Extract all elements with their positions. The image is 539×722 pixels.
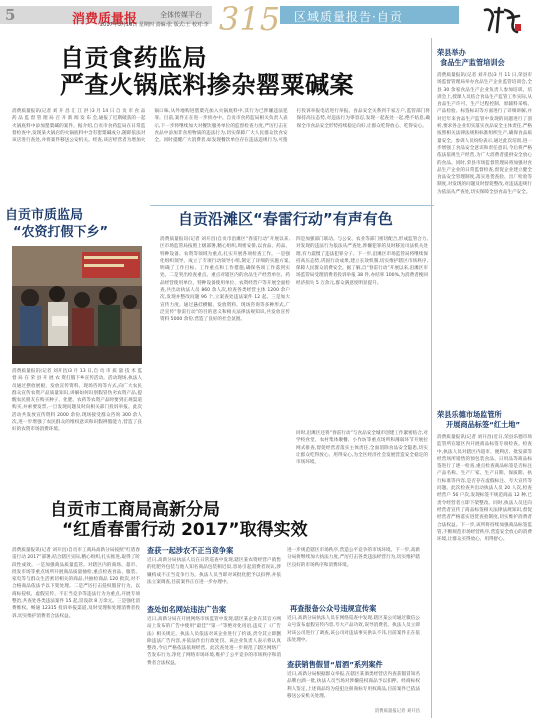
banner-315-text: 315 xyxy=(219,0,281,34)
small-article-3-body: 近日,高新分局执法人员在网络巡查中发现,辖区某公司通过微信公众号发布虚假宣传内容,夸大产品功效,误导消费者。执法人员立即对该公司进行了调查,该公司对违法事实供认不讳,目前案件正在依法处理中。 xyxy=(287,616,420,643)
page-number: 5 xyxy=(5,6,17,24)
main-article-body: 消费质量报讯(记者 刘 开 昌 汇 江 洪 )3 月 14 日 自 贡 市 食 品 药 品 监 督 管 理 局 召 开 新 闻 发 布 会,通报了近期破获的一起火锅底料中添加罂粟碱的案件。据介绍,自贡市食药监局在日常监督检查中,发现某火锅店的火锅底料中含有罂粟碱成分,随即依法对该店进行查处,并将案件移送公安机关。经查,该店经营者为增加火锅口味,从外地购进罂粟壳加入火锅底料中,其行为已涉嫌违法犯罪。目前,案件正在进一步侦办中。自贡市食药监局相关负责人表示,下一步将继续加大对餐饮服务单位的监督检查力度,严厉打击在食品中添加非食用物质的违法行为,切实保障广大人民群众饮食安全。同时提醒广大消费者,如发现餐饮单位存在违法违规行为,可拨打投诉举报电话进行举报。食品安全关系到千家万户,监管部门将保持高压态势,对违法行为零容忍,发现一起查处一起,绝不姑息,确保全市食品安全形势持续稳定向好,让群众吃得放心、吃得安心。 xyxy=(12,109,430,144)
small-article-2-body: 近日,高新分局在开展网络市场监管中发现,辖区某企业在其官方网站上发布的广告中使用“最佳”“第一”等绝对化用语,违反了《广告法》相关规定。执法人员依法对该企业进行了约谈,责令其立即删除违法广告内容,并依法作出行政处罚。该企业负责人表示将认真整改,今后严格依法依规经营。此次查处进一步规范了辖区网络广告发布行为,净化了网络市场环境,维护了公平竞争的市场秩序和消费者合法权益。 xyxy=(147,617,281,666)
sidebar-article-2-headline-line1: 荣县乐德市场监管所 xyxy=(437,410,502,419)
coastal-body-col2: 四是加强部门联动。与公安、农业等部门密切配合,形成监管合力,对发现的违法行为依法从严查处,涉嫌犯罪的及时移送司法机关处理,有力震慑了违法犯罪分子。下一步,沿滩区市场监管局将继续保持高压态势,巩固行动成果,建立长效机制,切实维护辖区市场秩序,保障人民群众消费安全。据了解,自“春雷行动”开展以来,沿滩区市场监管局受理消费者投诉举报 38 件,办结率 100%,为消费者挽回经济损失 5 万余元,群众满意度明显提升。 xyxy=(296,237,428,286)
small-article-4-headline: 查获销售假冒“眉酒”系列案件 xyxy=(287,660,383,669)
issue-date: 2017年3月16日 星期四 责编:张 版式:王 校对:李 xyxy=(100,22,209,28)
bottom-article-body: 消费质量报讯(记者 刘开昌)自贡市工商局高新分局按照“红盾春雷行动 2017”部署,结合辖区实际,精心组织,扎实推进,取得了阶段性成效。一是加强商品质量监管。对辖区内的商场、超市、批发市场等重点场所开展商品质量抽检,重点检查食品、服装、家电等与群众生活密切相关的商品,共抽检商品 120 批次,对不合格商品依法予以下架处理。二是严厉打击侵权假冒行为。以商标侵权、虚假宣传、不正当竞争等违法行为为重点,开展专项整治,共查处各类违法案件 15 起,罚没款 8 万余元。三是强化消费维权。畅通 12315 投诉举报渠道,及时受理和处理消费者投诉,切实维护消费者合法权益。 xyxy=(12,548,140,619)
logo-icon xyxy=(475,2,525,36)
bottom-headline-line2: “红盾春雷行动 2017”取得实效 xyxy=(62,520,308,540)
bottom-headline-line1: 自贡市工商局高新分局 xyxy=(50,500,220,520)
small-article-3-headline: 再查报备公众号违规宣传案 xyxy=(290,604,377,613)
reporter-byline: 消费质量报记者 刘开昌 xyxy=(374,709,420,714)
sidebar-article-2-body: 消费质量报讯(记者 刘开昌)近日,荣县乐德市场监管所在辖区内开展商品标签专项检查。检查中,执法人员对辖区内超市、便利店、批发部等经营场所销售的预包装食品、日用品等商品标签进行了逐一检查,重点检查商品标签是否标注产品名称、生产厂家、生产日期、保质期、执行标准等内容,是否存在虚假标注、夸大宣传等问题。此次检查共出动执法人员 20 人次,检查经营户 56 户次,发现标签不规范商品 12 种,已责令经营者立即下架整改。同时,执法人员还向经营者宣传了商品标签相关法律法规知识,督促经营者严格落实进货查验制度,切实维护消费者合法权益。下一步,该所将持续加强商品标签监管,不断规范市场经营秩序,营造安全放心的消费环境,让群众买得放心、用得舒心。 xyxy=(437,435,532,543)
sidebar-article-2-headline-line2: 开展商品标签“红土地” xyxy=(446,420,521,429)
sidebar-article-1-body: 消费质量报讯(记者 刘开昌)3 月 11 日,荣县市场监督管理局举办食品生产企业监管培训会,全县 30 余家食品生产企业负责人参加培训。培训会上,授课人员结合食品生产监管工作实际,从食品生产许可、生产过程控制、原辅料采购、产品检验、标签标识等方面进行了详细讲解,并对近年来食品生产监管中发现的问题进行了剖析,要求各企业切实落实食品安全主体责任,严格按照相关法律法规和标准组织生产,确保食品质量安全。参训人员纷纷表示,通过此次培训,进一步增强了食品安全意识和责任意识,今后将严格依法依规生产经营,为广大消费者提供安全放心的食品。同时,荣县市场监督管理局将加强对食品生产企业的日常监督检查,督促企业建立健全食品安全管理制度,落实进货查验、出厂检验等制度,对发现的问题及时督促整改,对违法违规行为依法从严查处,切实保障全县食品生产安全。 xyxy=(437,73,532,195)
small-article-4-body: 近日,高新分局根据群众举报,在辖区某酒类经营店内查获假冒知名品牌白酒一批,执法人员当场对涉嫌侵权商品予以扣押。经商标权利人鉴定,上述商品均为侵犯注册商标专用权商品,目前案件已依法移送公安机关处理。 xyxy=(287,672,420,699)
event-photo xyxy=(12,246,142,364)
main-headline-line1: 自贡食药监局 xyxy=(60,44,207,72)
bottom-column-continued: 进一步规范辖区市场秩序,营造公平竞争的市场环境。下一步,高新分局将继续加大执法力度,严厉打击各类违法经营行为,切实维护辖区良好的市场秩序和消费环境。 xyxy=(287,548,420,568)
coastal-headline: 自贡沿滩区“春雷行动”有声有色 xyxy=(178,210,393,228)
left-headline-line1: 自贡市质监局 xyxy=(5,208,84,223)
left-headline-line2: “农资打假下乡” xyxy=(13,225,109,240)
small-article-2-headline: 查处如名网站违法广告案 xyxy=(147,605,227,614)
newspaper-slogan: 全体传媒平台 xyxy=(160,11,202,19)
section-title: 区域质量报告·自贡 xyxy=(294,10,403,24)
left-article-body: 消费质量报讯(记者 刘开昌)3 月 13 日,自 贡 市 质 量 技 术 监 督 局 在 荣 县 开 展 农 资打假下乡宣传活动。活动现场,执法人员通过摆放展板、发放宣传资料、现场咨询等方式,向广大农民群众宣传农资产品质量知识,讲解如何识别假冒伪劣农资产品,提醒农民朋友在购买种子、化肥、农药等农资产品时要到正规渠道购买,并索要发票,一旦发现问题及时向相关部门投诉举报。此次活动共发放宣传资料 2000 余份,现场接受群众咨询 300 余人次,进一步增强了农民群众的维权意识和识假辨假能力,营造了良好的农资市场消费环境。 xyxy=(12,369,142,433)
section-band xyxy=(280,6,459,24)
coastal-body-col2-cont: 同时,沿滩区还将“春雷行动”与食品安全城市创建工作紧密结合,对学校食堂、农村集体聚餐、小作坊等重点场所和薄弱环节开展拉网式排查,督促经营者落实主体责任,全面消除食品安全隐患,切实让群众吃得放心、用得安心,为全区经济社会发展营造安全稳定的市场环境。 xyxy=(296,431,428,466)
coastal-top-rule xyxy=(150,205,434,206)
small-article-1-headline: 查获一起涉农不正当竞争案 xyxy=(147,546,234,555)
small-article-1-body: 近日,高新分局执法人员在日常巡查中发现,辖区某农资经营户销售的化肥外包装与他人知名商品包装相近似,容易引起消费者误认,涉嫌构成不正当竞争行为。执法人员当即对该批化肥予以扣押,并依法立案调查,目前案件正在进一步办理中。 xyxy=(147,558,281,585)
sidebar-article-1-headline-line2: 食品生产监管培训会 xyxy=(440,58,505,67)
coastal-body-col1: 消费质量报讯(记者 刘开昌)自贡市沿滩区“春雷行动”开展以来,区市场监管局按照上级部署,精心组织,周密安排,以食品、药品、特种设备、农资等领域为重点,扎实开展各项检查工作。一是强化组织领导。成立了专项行动领导小组,制定了详细的实施方案,明确了工作目标、工作重点和工作措施,确保各项工作落到实处。二是突出检查重点。重点对辖区内的食品生产经营单位、药品经营使用单位、特种设备使用单位、农资经营户等开展全面检查,共出动执法人员 860 余人次,检查各类经营主体 1200 余户次,发现并整改问题 96 个,立案查处违法案件 12 起。三是加大宣传力度。通过悬挂横幅、发放资料、现场咨询等多种形式,广泛宣传“春雷行动”的目的意义和相关法律法规知识,共发放宣传资料 5000 余份,营造了良好的社会氛围。 xyxy=(160,237,290,323)
sidebar-divider xyxy=(431,38,432,718)
sidebar-article-1-headline-line1: 荣县举办 xyxy=(437,48,466,57)
crowd-photo-graphic xyxy=(12,246,142,364)
newspaper-brand: 消费质量报 xyxy=(72,12,138,27)
main-headline-line2: 严查火锅底料掺杂罂粟碱案 xyxy=(60,71,354,99)
calligraphy-logo xyxy=(475,2,525,36)
page-header xyxy=(0,0,539,40)
